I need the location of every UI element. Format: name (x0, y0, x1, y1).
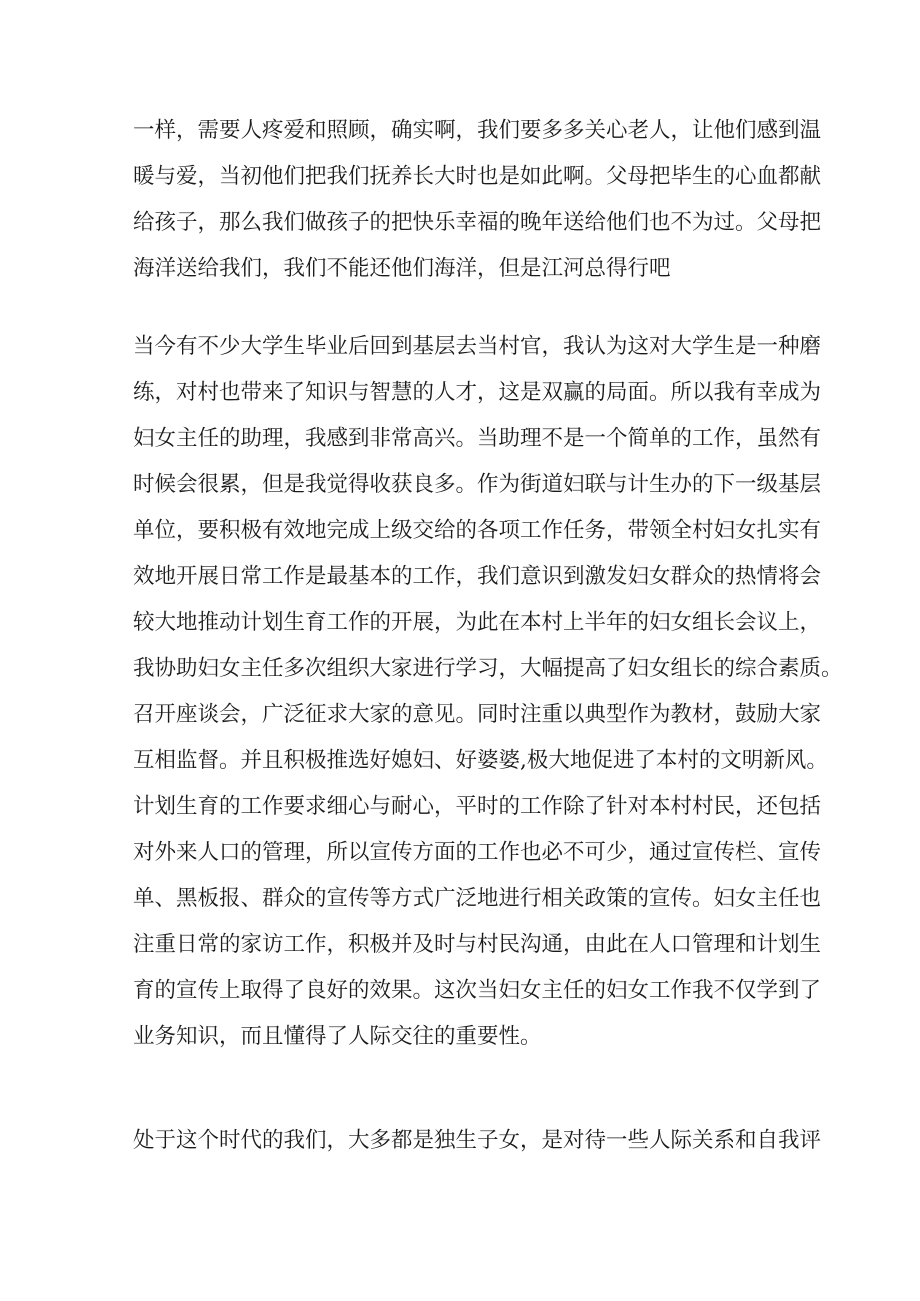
text-line: 育的宣传上取得了良好的效果。这次当妇女主任的妇女工作我不仅学到了 (133, 978, 822, 1003)
paragraph-village-assistant (133, 324, 843, 1060)
text-line: 计划生育的工作要求细心与耐心，平时的工作除了针对本村村民，还包括 (133, 794, 822, 819)
text-line: 召开座谈会，广泛征求大家的意见。同时注重以典型作为教材，鼓励大家 (133, 702, 822, 727)
text-line: 我协助妇女主任多次组织大家进行学习，大幅提高了妇女组长的综合素质。 (133, 656, 843, 681)
text-line: 单、黑板报、群众的宣传等方式广泛地进行相关政策的宣传。妇女主任也 (133, 886, 822, 911)
paragraph-only-child (133, 1118, 822, 1164)
text-line: 效地开展日常工作是最基本的工作，我们意识到激发妇女群众的热情将会 (133, 564, 822, 589)
text-line: 较大地推动计划生育工作的开展，为此在本村上半年的妇女组长会议上， (133, 610, 822, 635)
text-line: 对外来人口的管理，所以宣传方面的工作也必不可少，通过宣传栏、宣传 (133, 840, 822, 865)
text-line: 单位，要积极有效地完成上级交给的各项工作任务，带领全村妇女扎实有 (133, 518, 822, 543)
text-line: 给孩子，那么我们做孩子的把快乐幸福的晚年送给他们也不为过。父母把 (133, 210, 822, 235)
text-line: 互相监督。并且积极推选好媳妇、好婆婆,极大地促进了本村的文明新风。 (133, 748, 828, 773)
text-line: 妇女主任的助理，我感到非常高兴。当助理不是一个简单的工作，虽然有 (133, 426, 822, 451)
text-line: 练，对村也带来了知识与智慧的人才，这是双赢的局面。所以我有幸成为 (133, 380, 822, 405)
paragraph-elder-care (133, 108, 822, 292)
text-line: 当今有不少大学生毕业后回到基层去当村官，我认为这对大学生是一种磨 (133, 334, 822, 359)
text-line: 一样，需要人疼爱和照顾，确实啊，我们要多多关心老人，让他们感到温 (133, 118, 822, 143)
text-line: 时候会很累，但是我觉得收获良多。作为街道妇联与计生办的下一级基层 (133, 472, 822, 497)
text-line: 处于这个时代的我们，大多都是独生子女，是对待一些人际关系和自我评 (133, 1128, 822, 1153)
text-line: 海洋送给我们，我们不能还他们海洋，但是江河总得行吧 (133, 256, 671, 281)
text-line: 业务知识，而且懂得了人际交往的重要性。 (133, 1024, 542, 1049)
text-line: 注重日常的家访工作，积极并及时与村民沟通，由此在人口管理和计划生 (133, 932, 822, 957)
text-line: 暖与爱，当初他们把我们抚养长大时也是如此啊。父母把毕生的心血都献 (133, 164, 822, 189)
